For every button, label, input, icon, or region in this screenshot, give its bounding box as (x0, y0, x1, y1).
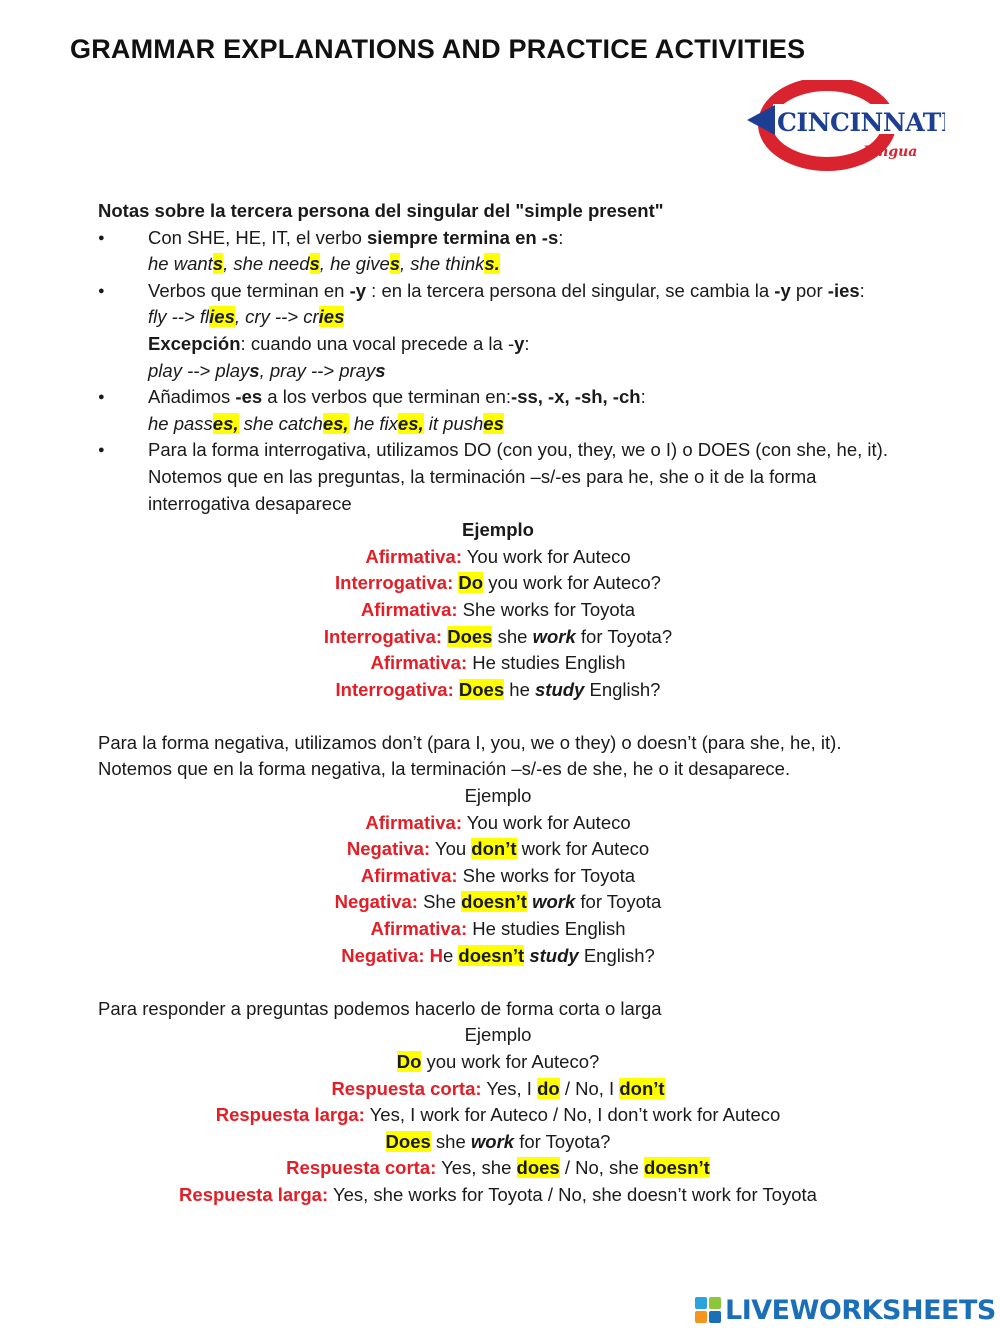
text-bold: siempre termina en -s (367, 226, 559, 248)
label-red: Afirmativa: (365, 545, 462, 567)
logo-subtext: Lingua (863, 144, 918, 160)
text: work for Auteco (516, 838, 650, 860)
text: , he give (319, 253, 390, 275)
text-bold: -ies (827, 279, 860, 301)
text: : en la tercera persona del singular, se cambia la (366, 279, 775, 301)
page-title: GRAMMAR EXPLANATIONS AND PRACTICE ACTIVITIES (70, 34, 806, 64)
highlight: es, (322, 412, 349, 434)
text-emphasis: study (535, 678, 585, 700)
example-line (98, 863, 898, 890)
text: , she need (223, 253, 310, 275)
text: She (417, 891, 462, 913)
spacer (98, 703, 898, 730)
text: : cuando una vocal precede a la - (240, 332, 515, 354)
text-emphasis: work (532, 891, 576, 913)
example-block-negative (98, 783, 898, 969)
text: Con SHE, HE, IT, el verbo (148, 226, 368, 248)
label-red: Afirmativa: (370, 652, 468, 674)
liveworksheets-footer (695, 1293, 995, 1327)
text: / No, I (559, 1077, 620, 1099)
label-red: Negativa: H (341, 944, 443, 966)
highlight: Do (396, 1051, 422, 1072)
text: English? (578, 944, 655, 966)
label-red: Respuesta larga: (215, 1104, 365, 1126)
text: He studies English (467, 918, 626, 940)
text: English? (584, 678, 661, 700)
text: he (504, 678, 535, 700)
example-line (98, 836, 898, 863)
highlight: ies (318, 306, 345, 328)
text: : (859, 279, 865, 301)
rules-list (98, 225, 898, 518)
label-red: Interrogativa: (323, 625, 443, 647)
label-red: Respuesta larga: (179, 1183, 329, 1205)
text: You (430, 838, 472, 860)
text: : (640, 386, 646, 408)
text: it push (423, 412, 484, 434)
example-line (98, 597, 898, 624)
example-line (98, 943, 898, 970)
label-red: Afirmativa: (360, 598, 458, 620)
highlight: don’t (619, 1077, 665, 1099)
text: for Toyota? (575, 625, 673, 647)
text-bold: Excepción (148, 332, 241, 354)
label-red: Negativa: (346, 838, 431, 860)
text: he pass (148, 412, 213, 434)
highlight: doesn’t (644, 1157, 710, 1179)
text: e (442, 944, 459, 966)
text: he want (148, 253, 213, 275)
highlight: es (483, 412, 504, 434)
label-red: Respuesta corta: (331, 1077, 482, 1099)
spacer (98, 969, 898, 996)
text: she catch (238, 412, 323, 434)
section-heading: Notas sobre la tercera persona del singular del "simple present" (98, 200, 664, 221)
text: Yes, she works for Toyota / No, she doesn’t work for Toyota (328, 1183, 817, 1205)
rule-item-2 (98, 278, 898, 384)
example-line (98, 1102, 898, 1129)
highlight: Does (458, 678, 505, 700)
highlight: es, (212, 412, 239, 434)
text-emphasis: work (470, 1130, 515, 1152)
liveworksheets-icon (695, 1297, 721, 1323)
highlight: does (516, 1157, 560, 1179)
label-red: Negativa: (334, 891, 418, 913)
rule-item-1 (98, 225, 898, 278)
highlight: s. (484, 253, 500, 275)
cincinnati-lingua-logo (745, 80, 945, 172)
highlight: don’t (471, 838, 517, 860)
text: you work for Auteco? (483, 572, 661, 594)
text: You work for Auteco (461, 545, 631, 567)
example-line (98, 650, 898, 677)
example-line (98, 810, 898, 837)
example-block-answers (98, 1022, 898, 1208)
example-line (98, 570, 898, 597)
example-line (98, 1155, 898, 1182)
example-line (98, 916, 898, 943)
example-line (148, 304, 898, 331)
example-title: Ejemplo (462, 519, 534, 541)
example-line (98, 544, 898, 571)
text: She works for Toyota (457, 864, 636, 886)
text: Añadimos (148, 386, 236, 408)
text: Yes, I work for Auteco / No, I don’t work for Auteco (364, 1104, 781, 1126)
example-line (98, 1076, 898, 1103)
text-bold: s (249, 359, 260, 381)
label-red: Respuesta corta: (286, 1157, 437, 1179)
highlight: s (309, 253, 320, 275)
text: : (524, 332, 530, 354)
document-body (98, 198, 898, 1209)
text-bold: -es (235, 386, 263, 408)
label-red: Interrogativa: (335, 678, 454, 700)
footer-brand: LIVEWORKSHEETS (725, 1295, 996, 1326)
text: She works for Toyota (457, 598, 636, 620)
text-bold: -y (774, 279, 791, 301)
logo-text: CINCINNATI (777, 108, 945, 137)
text-emphasis: work (532, 625, 576, 647)
example-line (98, 624, 898, 651)
text: a los verbos que terminan en: (262, 386, 512, 408)
text: : (558, 226, 564, 248)
text: , cry --> cr (234, 306, 319, 328)
text: Yes, she (436, 1157, 517, 1179)
text-bold: -ss, -x, -sh, -ch (511, 386, 641, 408)
highlight: s (389, 253, 401, 275)
text: You work for Auteco (461, 811, 631, 833)
highlight: doesn’t (461, 891, 527, 913)
highlight: ies (209, 306, 235, 328)
example-title: Ejemplo (464, 1024, 532, 1046)
text: fly --> fl (148, 306, 210, 328)
rule-item-3 (98, 384, 898, 437)
text-bold: y (514, 332, 525, 354)
text: , she think (400, 253, 485, 275)
example-line (148, 251, 898, 278)
example-block-interrogative (98, 517, 898, 703)
text: play --> play (148, 359, 250, 381)
example-title: Ejemplo (464, 785, 532, 807)
example-line (148, 411, 898, 438)
text: he fix (348, 412, 398, 434)
text-emphasis: study (529, 944, 579, 966)
exception-line (148, 331, 898, 358)
example-line (148, 358, 898, 385)
label-red: Afirmativa: (370, 918, 468, 940)
highlight: s (212, 253, 224, 275)
example-line (98, 1049, 898, 1076)
rule-item-4: ● Para la forma interrogativa, utilizamos DO (con you, they, we o I) o DOES (con she, he, it). Notemos que en las preguntas, la terminación –s/-es para he, she o it de la forma interrogativa desaparece (98, 437, 898, 517)
text: / No, she (559, 1157, 645, 1179)
text: He studies English (467, 652, 626, 674)
text: por (790, 279, 828, 301)
text: you work for Auteco? (421, 1051, 600, 1072)
text: for Toyota (575, 891, 662, 913)
highlight: es, (397, 412, 424, 434)
answers-intro: Para responder a preguntas podemos hacerlo de forma corta o larga (98, 997, 662, 1019)
highlight: Do (458, 572, 484, 594)
highlight: do (537, 1077, 560, 1099)
text: she (430, 1130, 471, 1152)
highlight: Does (385, 1130, 431, 1152)
text: Verbos que terminan en (148, 279, 350, 301)
highlight: doesn’t (458, 944, 525, 966)
negative-intro: Para la forma negativa, utilizamos don’t (para I, you, we o they) o doesn’t (para she, he, it). Notemos que en la forma negativa, la terminación –s/-es de she, he o it desaparece. (98, 731, 842, 780)
text: Yes, I (481, 1077, 538, 1099)
label-red: Interrogativa: (335, 572, 454, 594)
example-line (98, 1182, 898, 1209)
example-line (98, 889, 898, 916)
text-bold: s (375, 359, 386, 381)
label-red: Afirmativa: (365, 811, 462, 833)
text: , pray --> pray (259, 359, 376, 381)
text: for Toyota? (514, 1130, 611, 1152)
example-line (98, 677, 898, 704)
logo-mark (745, 80, 945, 172)
example-line (98, 1129, 898, 1156)
text: she (492, 625, 533, 647)
highlight: Does (447, 625, 493, 647)
text-bold: -y (349, 279, 367, 301)
label-red: Afirmativa: (360, 864, 458, 886)
